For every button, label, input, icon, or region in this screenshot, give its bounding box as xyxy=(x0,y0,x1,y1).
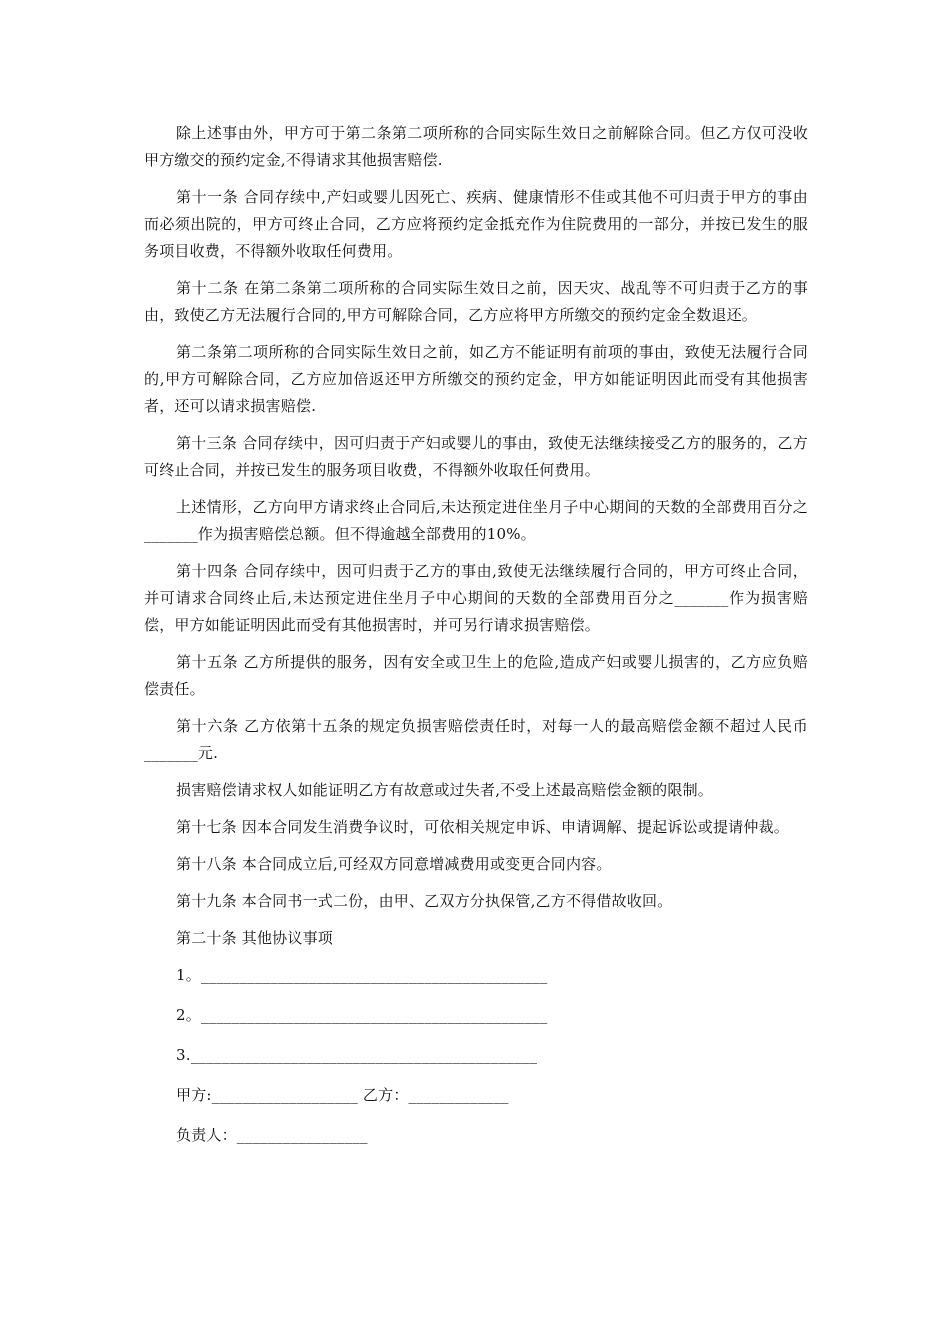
paragraph-article-17: 第十七条 因本合同发生消费争议时，可依相关规定申诉、申请调解、提起诉讼或提请仲裁。 xyxy=(176,818,789,836)
paragraph-article-12-cont: 第二条第二项所称的合同实际生效日之前，如乙方不能证明有前项的事由，致使无法履行合同的,甲方可解除合同，乙方应加倍返还甲方所缴交的预约定金，甲方如能证明因此而受有其他损害者，还可以请求损害赔偿. xyxy=(144,343,808,415)
paragraph-article-12: 第十二条 在第二条第二项所称的合同实际生效日之前，因天灾、战乱等不可归责于乙方的事由，致使乙方无法履行合同的,甲方可解除合同，乙方应将甲方所缴交的预约定金全数退还。 xyxy=(144,279,808,324)
other-agreement-item-2: 2。_____________________________________________ xyxy=(176,1006,548,1024)
other-agreement-item-3: 3._____________________________________________ xyxy=(176,1046,538,1064)
other-agreement-item-1: 1。_____________________________________________ xyxy=(176,966,548,984)
paragraph-article-13-cont: 上述情形，乙方向甲方请求终止合同后,未达预定进住坐月子中心期间的天数的全部费用百分之_______作为损害赔偿总额。但不得逾越全部费用的10%。 xyxy=(144,498,808,543)
paragraph-article-11: 第十一条 合同存续中,产妇或婴儿因死亡、疾病、健康情形不佳或其他不可归责于甲方的事由而必须出院的，甲方可终止合同，乙方应将预约定金抵充作为住院费用的一部分，并按已发生的服务项目收费，不得额外收取任何费用。 xyxy=(144,188,808,260)
paragraph-termination-before-effective: 除上述事由外，甲方可于第二条第二项所称的合同实际生效日之前解除合同。但乙方仅可没收甲方缴交的预约定金,不得请求其他损害赔偿. xyxy=(144,124,808,169)
paragraph-article-16: 第十六条 乙方依第十五条的规定负损害赔偿责任时，对每一人的最高赔偿金额不超过人民币_______元. xyxy=(144,717,808,762)
paragraph-article-19: 第十九条 本合同书一式二份，由甲、乙双方分执保管,乙方不得借故收回。 xyxy=(176,892,673,910)
paragraph-article-13: 第十三条 合同存续中，因可归责于产妇或婴儿的事由，致使无法继续接受乙方的服务的，乙方可终止合同，并按已发生的服务项目收费，不得额外收取任何费用。 xyxy=(144,434,808,479)
paragraph-article-16-cont: 损害赔偿请求权人如能证明乙方有故意或过失者,不受上述最高赔偿金额的限制。 xyxy=(176,781,713,799)
document-body xyxy=(144,120,808,1162)
paragraph-article-18: 第十八条 本合同成立后,可经双方同意增减费用或变更合同内容。 xyxy=(176,855,612,873)
paragraph-article-14: 第十四条 合同存续中，因可归责于乙方的事由,致使无法继续履行合同的，甲方可终止合同，并可请求合同终止后,未达预定进住坐月子中心期间的天数的全部费用百分之_______作为损害赔偿，甲方如能证明因此而受有其他损害时，并可另行请求损害赔偿。 xyxy=(144,562,808,634)
responsible-person-line: 负责人：_________________ xyxy=(176,1126,368,1144)
paragraph-article-15: 第十五条 乙方所提供的服务，因有安全或卫生上的危险,造成产妇或婴儿损害的，乙方应负赔偿责任。 xyxy=(144,653,808,698)
paragraph-article-20: 第二十条 其他协议事项 xyxy=(176,929,333,947)
party-signature-line: 甲方:___________________ 乙方：_____________ xyxy=(176,1086,509,1104)
